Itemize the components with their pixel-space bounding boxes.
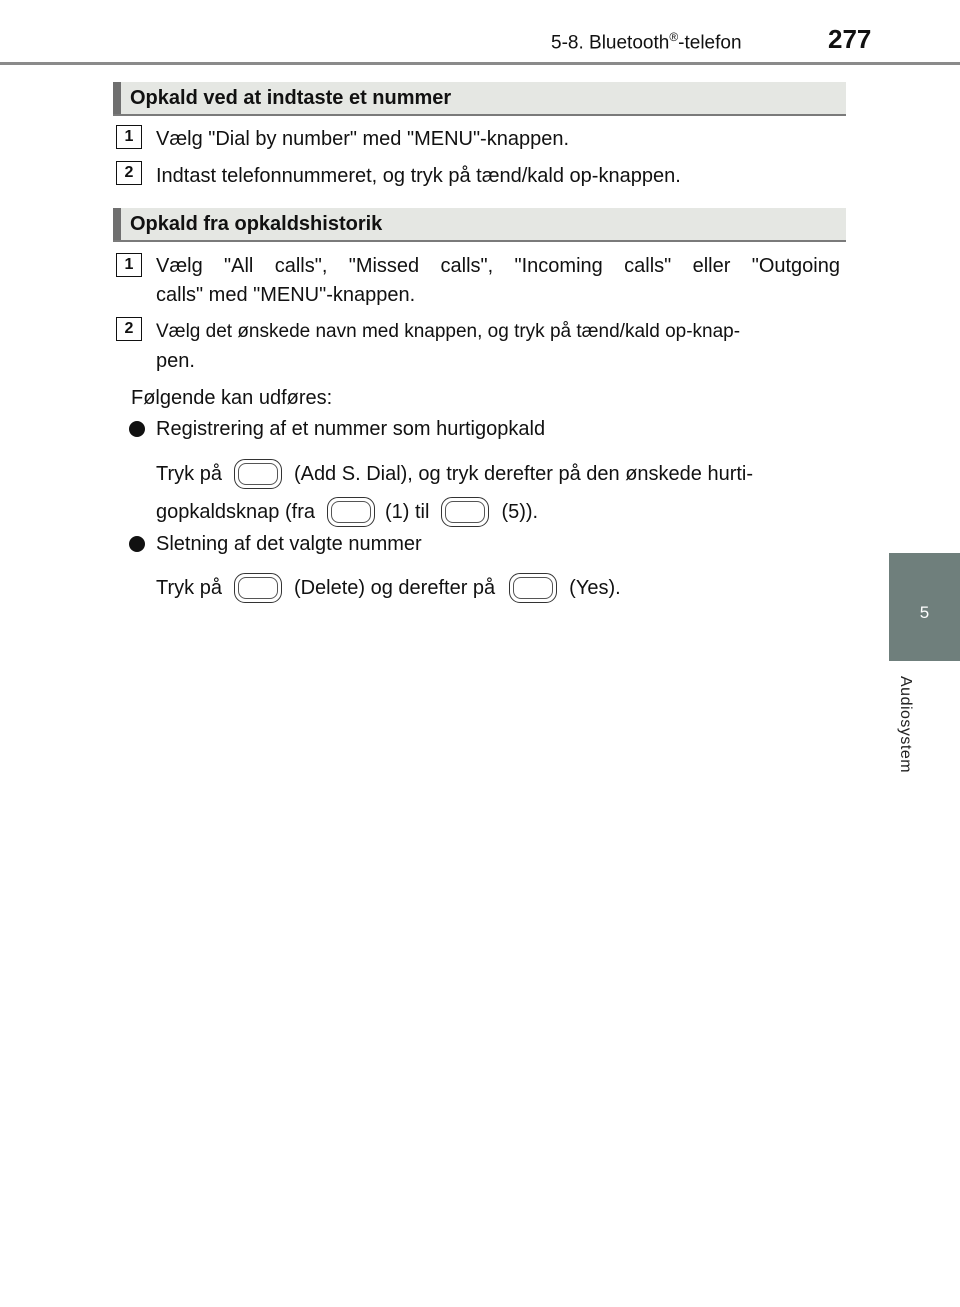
chapter-number: 5 <box>919 603 930 622</box>
bullet-dot <box>129 421 145 437</box>
registered-mark: ® <box>669 30 679 44</box>
speed-dial-1-button-icon <box>327 497 375 527</box>
instruction-text: (Delete) og derefter på <box>293 577 496 599</box>
following-intro: Følgende kan udføres: <box>131 387 333 409</box>
section-header-text: 5-8. Bluetooth <box>551 32 670 54</box>
chapter-tab <box>889 553 960 661</box>
step-text: Vælg "All calls", "Missed calls", "Incoming calls" eller "Outgoing <box>156 255 840 277</box>
step-text: Indtast telefonnummeret, og tryk på tænd/kald op-knappen. <box>156 165 681 187</box>
step-number-badge: 1 <box>116 253 142 277</box>
section-header <box>551 30 742 54</box>
section-heading-text: Opkald ved at indtaste et nummer <box>130 87 452 109</box>
instruction-text: gopkaldsknap (fra <box>156 501 315 523</box>
add-speed-dial-button-icon <box>234 459 282 489</box>
step-number-badge: 2 <box>116 161 142 185</box>
bullet-dot <box>129 536 145 552</box>
yes-button-icon <box>509 573 557 603</box>
step-number-badge: 1 <box>116 125 142 149</box>
heading-bar <box>113 208 121 240</box>
section-heading-text: Opkald fra opkaldshistorik <box>130 213 383 235</box>
instruction-text: (1) til <box>384 501 430 523</box>
instruction-text: (Yes). <box>569 577 621 599</box>
bullet-title: Sletning af det valgte nummer <box>156 533 422 555</box>
speed-dial-5-button-icon <box>441 497 489 527</box>
chapter-label: Audiosystem <box>897 676 914 774</box>
instruction-line <box>156 458 753 490</box>
step-number-badge: 2 <box>116 317 142 341</box>
instruction-line <box>156 496 538 528</box>
delete-button-icon <box>234 573 282 603</box>
heading-bar <box>113 82 121 114</box>
header-divider <box>0 62 960 65</box>
instruction-text: (5)). <box>501 501 539 523</box>
step-text-continued: calls" med "MENU"-knappen. <box>156 284 416 306</box>
section-heading-call-history <box>113 208 846 242</box>
step-text: Vælg "Dial by number" med "MENU"-knappen. <box>156 128 570 150</box>
section-heading-dial-number <box>113 82 846 116</box>
bullet-title: Registrering af et nummer som hurtigopkald <box>156 418 546 440</box>
step-text: Vælg det ønskede navn med knappen, og tryk på tænd/kald op-knap- <box>156 321 741 342</box>
page-number: 277 <box>828 24 872 54</box>
instruction-line <box>156 572 621 604</box>
instruction-text: Tryk på <box>156 577 222 599</box>
step-text-continued: pen. <box>156 350 195 372</box>
instruction-text: (Add S. Dial), og tryk derefter på den ønskede hurti- <box>293 463 754 485</box>
instruction-text: Tryk på <box>156 463 222 485</box>
section-header-suffix: -telefon <box>678 32 742 54</box>
